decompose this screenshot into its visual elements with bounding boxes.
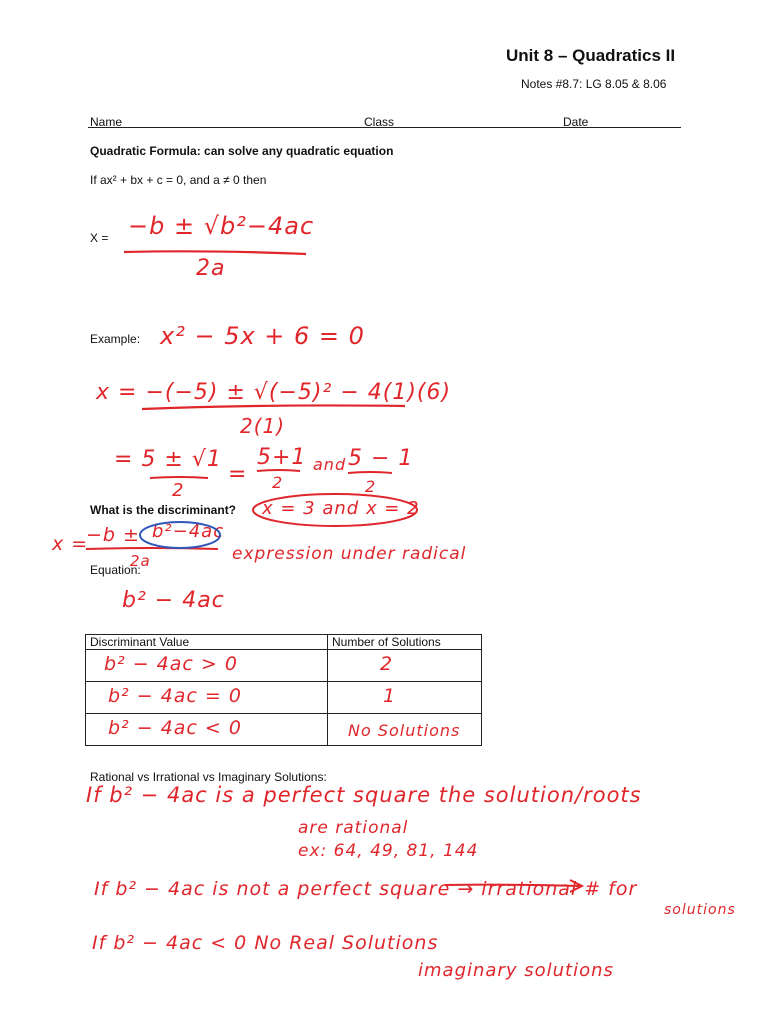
- equation-label: Equation:: [90, 563, 141, 577]
- table-header-row: [86, 635, 482, 650]
- header-rule: [88, 127, 681, 128]
- example-equation: x² − 5x + 6 = 0: [160, 322, 365, 350]
- example-answer: x = 3 and x = 2: [262, 498, 420, 519]
- quadratic-formula-heading: Quadratic Formula: can solve any quadratic equation: [90, 144, 394, 158]
- row2-solutions: 1: [383, 685, 397, 707]
- disc-num-left: −b ±: [86, 524, 140, 546]
- rational-line1b: are rational: [298, 818, 409, 838]
- rational-line2b: solutions: [664, 902, 736, 918]
- table-row: [86, 650, 482, 682]
- row1-solutions: 2: [380, 653, 394, 675]
- step2-second-bar: [257, 470, 300, 471]
- rational-line1c: ex: 64, 49, 81, 144: [298, 841, 479, 861]
- row3-value: b² − 4ac < 0: [108, 717, 242, 739]
- table-header-solutions: Number of Solutions: [328, 635, 482, 650]
- discriminant-question: What is the discriminant?: [90, 503, 237, 517]
- step2-second: 5+1: [257, 445, 307, 470]
- table-header-discriminant: Discriminant Value: [86, 635, 328, 650]
- table-cell: [86, 714, 328, 746]
- rational-heading: Rational vs Irrational vs Imaginary Solutions:: [90, 770, 327, 784]
- class-label: Class: [364, 115, 395, 129]
- rational-line1: If b² − 4ac is a perfect square the solution/roots: [86, 783, 642, 807]
- step2-and: and: [313, 455, 347, 474]
- name-label: Name: [90, 115, 123, 129]
- table-cell: [328, 650, 482, 682]
- page-title: Unit 8 – Quadratics II: [506, 46, 676, 65]
- step2-third-den: 2: [365, 477, 377, 496]
- step2-third: 5 − 1: [348, 446, 414, 471]
- example-label: Example:: [90, 332, 141, 346]
- x-equals-label: X =: [90, 231, 109, 245]
- disc-note: expression under radical: [232, 544, 467, 564]
- rational-line3b: imaginary solutions: [418, 960, 614, 981]
- equation-value: b² − 4ac: [122, 588, 225, 613]
- step1-denominator: 2(1): [240, 414, 286, 438]
- row1-value: b² − 4ac > 0: [104, 653, 238, 675]
- step2-equals: =: [228, 462, 248, 487]
- rational-line2: If b² − 4ac is not a perfect square → irrational # for: [94, 878, 638, 900]
- step2-first-den: 2: [172, 480, 185, 501]
- discriminant-table: [85, 634, 482, 746]
- formula-denominator: 2a: [196, 256, 226, 281]
- row3-solutions: No Solutions: [348, 721, 461, 740]
- step2-second-den: 2: [272, 473, 284, 492]
- table-cell: [328, 714, 482, 746]
- table-cell: [86, 650, 328, 682]
- step1-fraction-bar: [142, 405, 405, 409]
- quadratic-condition: If ax² + bx + c = 0, and a ≠ 0 then: [90, 173, 267, 187]
- notes-subtitle: Notes #8.7: LG 8.05 & 8.06: [521, 77, 667, 91]
- disc-x-prefix: x =: [52, 533, 89, 555]
- table-cell: [328, 682, 482, 714]
- formula-fraction-bar: [124, 251, 306, 254]
- step2-third-bar: [348, 472, 392, 473]
- formula-numerator: −b ± √b²−4ac: [128, 212, 315, 240]
- disc-radicand: b²−4ac: [152, 521, 225, 542]
- row2-value: b² − 4ac = 0: [108, 685, 242, 707]
- disc-denominator: 2a: [130, 552, 151, 570]
- date-label: Date: [563, 115, 589, 129]
- rational-line3: If b² − 4ac < 0 No Real Solutions: [92, 932, 439, 954]
- step1-numerator: x = −(−5) ± √(−5)² − 4(1)(6): [96, 380, 452, 405]
- table-row: [86, 714, 482, 746]
- table-cell: [86, 682, 328, 714]
- disc-fraction-bar: [86, 548, 218, 549]
- step2-first: = 5 ± √1: [114, 447, 222, 472]
- step2-first-bar: [150, 477, 208, 478]
- table-row: [86, 682, 482, 714]
